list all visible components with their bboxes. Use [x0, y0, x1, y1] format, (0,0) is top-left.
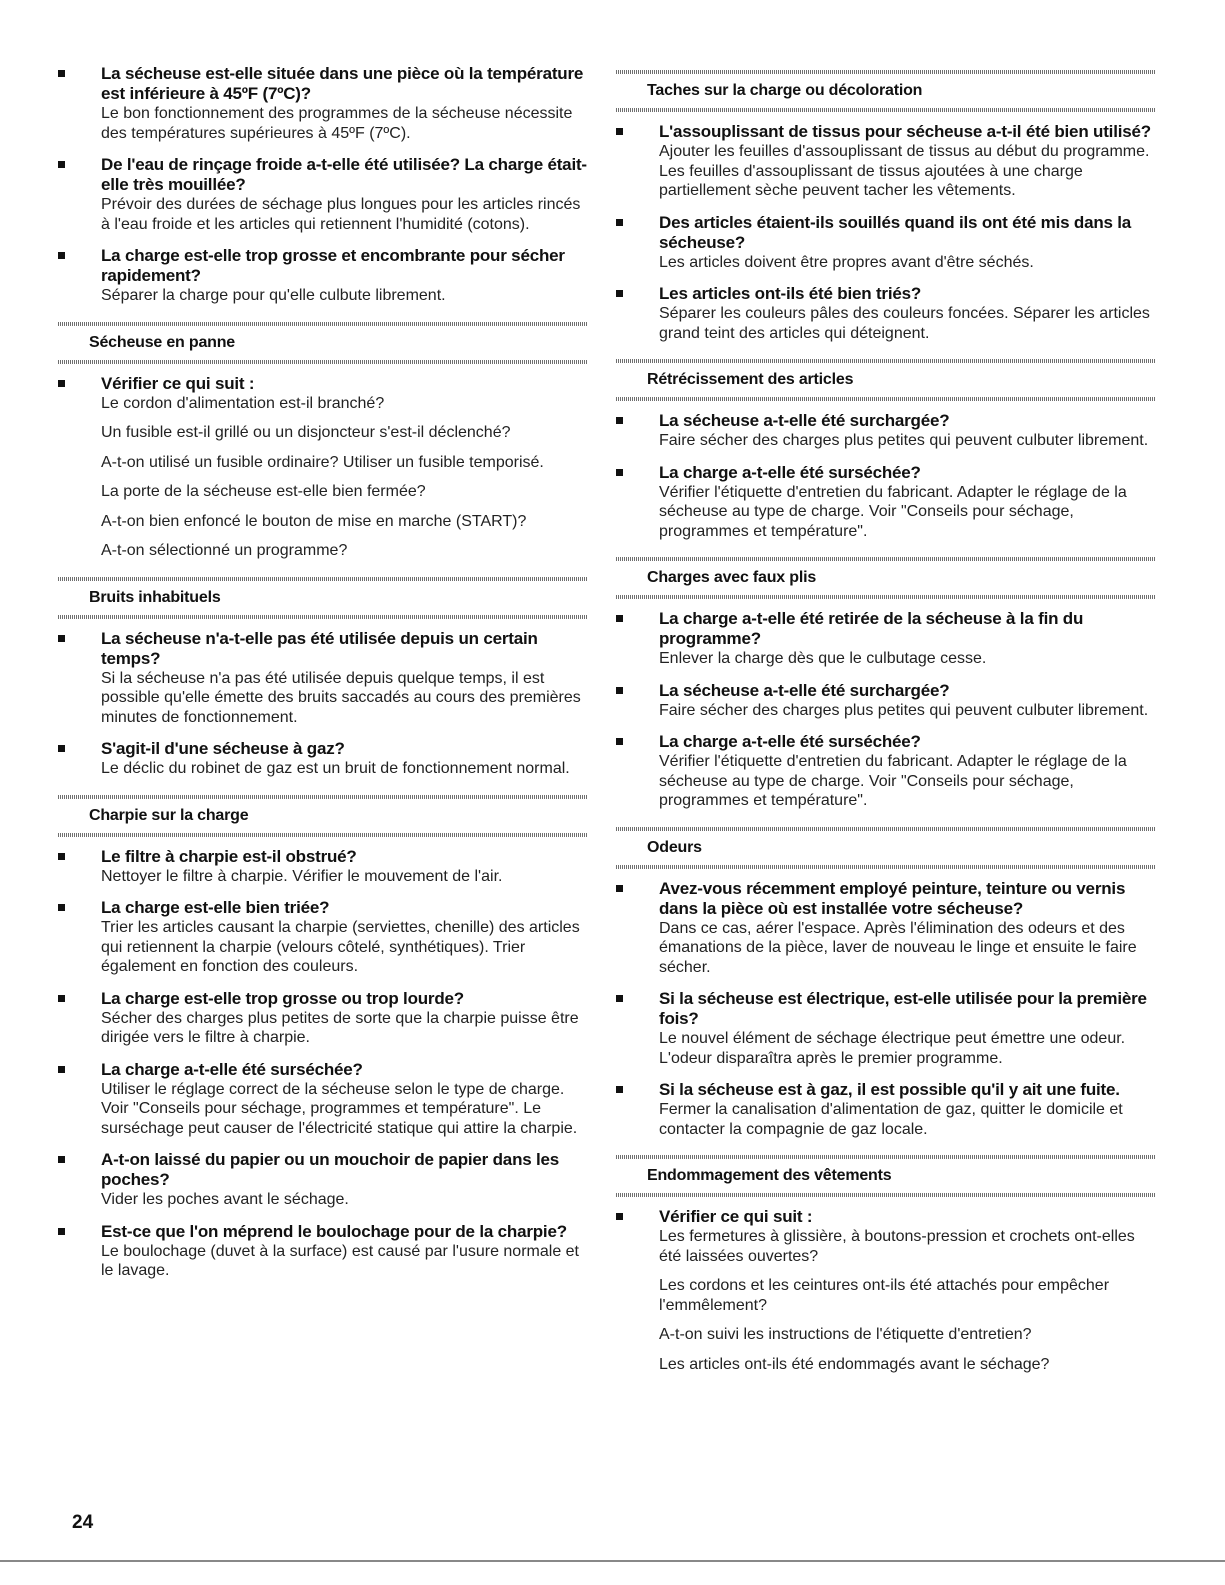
list-item: [58, 374, 588, 561]
check-item: A-t-on bien enfoncé le bouton de mise en marche (START)?: [101, 512, 527, 530]
question: A-t-on laissé du papier ou un mouchoir de papier dans les poches?: [101, 1150, 560, 1189]
question: La charge a-t-elle été surséchée?: [659, 462, 921, 482]
section-heading: Endommagement des vêtements: [616, 1155, 1156, 1197]
bullet-icon: [616, 1086, 623, 1093]
section-heading: Charges avec faux plis: [616, 557, 1156, 599]
question: Des articles étaient-ils souillés quand ils ont été mis dans la sécheuse?: [659, 212, 1132, 252]
section-heading: Rétrécissement des articles: [616, 359, 1156, 401]
question: Les articles ont-ils été bien triés?: [659, 284, 922, 303]
bottom-divider: [0, 1560, 1225, 1562]
list-item: [58, 739, 588, 779]
section-odeurs: [616, 827, 1156, 1140]
bullet-icon: [58, 252, 65, 259]
question: Avez-vous récemment employé peinture, teinture ou vernis dans la pièce où est installée votre sécheuse?: [659, 878, 1126, 918]
question: Est-ce que l'on méprend le boulochage pour de la charpie?: [101, 1221, 567, 1241]
list-item: [616, 989, 1156, 1068]
bullet-icon: [58, 745, 65, 752]
answer: Le déclic du robinet de gaz est un bruit de fonctionnement normal.: [101, 760, 570, 777]
answer: Séparer les couleurs pâles des couleurs foncées. Séparer les articles grand teint des articles qui déteignent.: [659, 305, 1150, 342]
list-item: [616, 213, 1156, 273]
answer: Dans ce cas, aérer l'espace. Après l'élimination des odeurs et des émanations de la pièce, laver de nouveau le linge et ensuite le faire sécher.: [659, 919, 1137, 976]
list-item: [616, 879, 1156, 978]
answer: Le nouvel élément de séchage électrique peut émettre une odeur. L'odeur disparaîtra après le premier programme.: [659, 1030, 1126, 1067]
section-heading: Odeurs: [616, 827, 1156, 869]
question: La charge est-elle trop grosse et encombrante pour sécher rapidement?: [101, 246, 565, 285]
answer: Sécher des charges plus petites de sorte que la charpie puisse être dirigée vers le filtre à charpie.: [101, 1009, 579, 1046]
list-item: [58, 989, 588, 1048]
section-heading: Taches sur la charge ou décoloration: [616, 70, 1156, 112]
list-item: [616, 1207, 1156, 1374]
list-item: [58, 155, 588, 234]
section-heading: Charpie sur la charge: [58, 795, 588, 837]
check-item: Les fermetures à glissière, à boutons-pression et crochets ont-elles été laissées ouvertes?: [659, 1228, 1135, 1265]
check-item: Les cordons et les ceintures ont-ils été attachés pour empêcher l'emmêlement?: [659, 1277, 1110, 1314]
section-heading: Sécheuse en panne: [58, 322, 588, 364]
list-item: [616, 732, 1156, 811]
check-item: Le cordon d'alimentation est-il branché?: [101, 394, 385, 412]
page-number: 24: [72, 1512, 94, 1533]
list-item: [616, 1080, 1156, 1139]
question: Si la sécheuse est électrique, est-elle utilisée pour la première fois?: [659, 989, 1147, 1028]
answer: Nettoyer le filtre à charpie. Vérifier le mouvement de l'air.: [101, 867, 503, 885]
bullet-icon: [58, 904, 65, 911]
answer: Utiliser le réglage correct de la sécheuse selon le type de charge. Voir "Conseils pour séchage, programmes et température". Le surséchage peut causer de l'électricité statique qui attire la charpie.: [101, 1080, 578, 1137]
bullet-icon: [616, 885, 623, 892]
list-item: [58, 246, 588, 306]
question: La charge est-elle trop grosse ou trop lourde?: [101, 988, 464, 1008]
answer: Si la sécheuse n'a pas été utilisée depuis quelque temps, il est possible qu'elle émette des bruits saccadés au cours des premières minutes de fonctionnement.: [101, 669, 581, 726]
question: La sécheuse a-t-elle été surchargée?: [659, 411, 950, 430]
list-item: [616, 609, 1156, 669]
section-retrecissement: [616, 359, 1156, 541]
list-item: [58, 1150, 588, 1210]
bullet-icon: [616, 219, 623, 226]
question: L'assouplissant de tissus pour sécheuse a-t-il été bien utilisé?: [659, 122, 1151, 141]
bullet-icon: [58, 70, 65, 77]
section-faux-plis: [616, 557, 1156, 811]
check-item: La porte de la sécheuse est-elle bien fermée?: [101, 483, 426, 500]
left-column: [58, 64, 588, 1293]
bullet-icon: [58, 380, 65, 387]
bullet-icon: [58, 161, 65, 168]
question: La sécheuse est-elle située dans une pièce où la température est inférieure à 45ºF (7ºC)?: [101, 64, 584, 103]
bullet-icon: [616, 995, 623, 1002]
question: La charge a-t-elle été surséchée?: [659, 732, 921, 751]
bullet-icon: [616, 469, 623, 476]
question: La charge a-t-elle été surséchée?: [101, 1059, 363, 1079]
bullet-icon: [616, 128, 623, 135]
bullet-icon: [58, 635, 65, 642]
answer: Vérifier l'étiquette d'entretien du fabricant. Adapter le réglage de la sécheuse au type de charge. Voir "Conseils pour séchage, programmes et température".: [659, 483, 1127, 540]
check-item: A-t-on utilisé un fusible ordinaire? Utiliser un fusible temporisé.: [101, 453, 544, 471]
answer: Enlever la charge dès que le culbutage cesse.: [659, 650, 987, 667]
question: De l'eau de rinçage froide a-t-elle été utilisée? La charge était-elle très mouillée?: [101, 155, 587, 194]
question: Vérifier ce qui suit :: [659, 1207, 813, 1226]
bullet-icon: [58, 1228, 65, 1235]
bullet-icon: [616, 738, 623, 745]
bullet-icon: [616, 1213, 623, 1220]
answer: Faire sécher des charges plus petites qui peuvent culbuter librement.: [659, 701, 1149, 719]
question: Si la sécheuse est à gaz, il est possible qu'il y ait une fuite.: [659, 1080, 1120, 1099]
bullet-icon: [616, 417, 623, 424]
question: La charge est-elle bien triée?: [101, 898, 330, 917]
list-item: [58, 1222, 588, 1281]
list-item: [616, 411, 1156, 451]
answer: Séparer la charge pour qu'elle culbute librement.: [101, 287, 446, 304]
answer: Vider les poches avant le séchage.: [101, 1191, 349, 1208]
list-item: [616, 122, 1156, 201]
answer: Les articles doivent être propres avant d'être séchés.: [659, 253, 1034, 271]
answer: Vérifier l'étiquette d'entretien du fabricant. Adapter le réglage de la sécheuse au type de charge. Voir "Conseils pour séchage, programmes et température".: [659, 753, 1127, 809]
check-item: A-t-on suivi les instructions de l'étiquette d'entretien?: [659, 1326, 1032, 1343]
question: Le filtre à charpie est-il obstrué?: [101, 846, 357, 866]
list-item: [616, 284, 1156, 343]
answer: Prévoir des durées de séchage plus longues pour les articles rincés à l'eau froide et les articles qui retiennent l'humidité (cotons).: [101, 196, 581, 233]
answer: Le boulochage (duvet à la surface) est causé par l'usure normale et le lavage.: [101, 1242, 579, 1279]
list-item: [58, 847, 588, 887]
check-item: Un fusible est-il grillé ou un disjoncteur s'est-il déclenché?: [101, 424, 511, 441]
list-item: [58, 898, 588, 977]
answer: Fermer la canalisation d'alimentation de gaz, quitter le domicile et contacter la compagnie de gaz locale.: [659, 1101, 1123, 1138]
list-item: [58, 629, 588, 728]
section-secheuse-en-panne: [58, 322, 588, 561]
check-item: A-t-on sélectionné un programme?: [101, 542, 348, 559]
question: Vérifier ce qui suit :: [101, 373, 255, 393]
section-charpie: [58, 795, 588, 1281]
bullet-icon: [616, 290, 623, 297]
section-taches: [616, 70, 1156, 343]
answer: Trier les articles causant la charpie (serviettes, chenille) des articles qui retiennent la charpie (velours côtelé, synthétiques). Trier également en fonction des couleurs.: [101, 919, 580, 975]
bullet-icon: [58, 853, 65, 860]
right-column: [616, 70, 1156, 1386]
answer: Ajouter les feuilles d'assouplissant de tissus au début du programme. Les feuilles d'assouplissant de tissus ajoutées à une charge partiellement sèche peuvent tacher les vêtements.: [659, 143, 1150, 199]
question: La sécheuse a-t-elle été surchargée?: [659, 680, 950, 700]
list-item: [616, 681, 1156, 721]
bullet-icon: [58, 1066, 65, 1073]
check-item: Les articles ont-ils été endommagés avant le séchage?: [659, 1355, 1050, 1373]
list-item: [58, 1060, 588, 1139]
bullet-icon: [58, 1156, 65, 1163]
bullet-icon: [58, 995, 65, 1002]
question: S'agit-il d'une sécheuse à gaz?: [101, 739, 345, 758]
bullet-icon: [616, 615, 623, 622]
list-item: [58, 64, 588, 143]
answer: Faire sécher des charges plus petites qui peuvent culbuter librement.: [659, 432, 1149, 449]
section-endommagement: [616, 1155, 1156, 1374]
bullet-icon: [616, 687, 623, 694]
question: La sécheuse n'a-t-elle pas été utilisée depuis un certain temps?: [101, 628, 538, 668]
list-item: [616, 463, 1156, 542]
question: La charge a-t-elle été retirée de la sécheuse à la fin du programme?: [659, 609, 1084, 648]
section-heading: Bruits inhabituels: [58, 577, 588, 619]
answer: Le bon fonctionnement des programmes de la sécheuse nécessite des températures supérieures à 45ºF (7ºC).: [101, 105, 573, 142]
section-bruits-inhabituels: [58, 577, 588, 779]
